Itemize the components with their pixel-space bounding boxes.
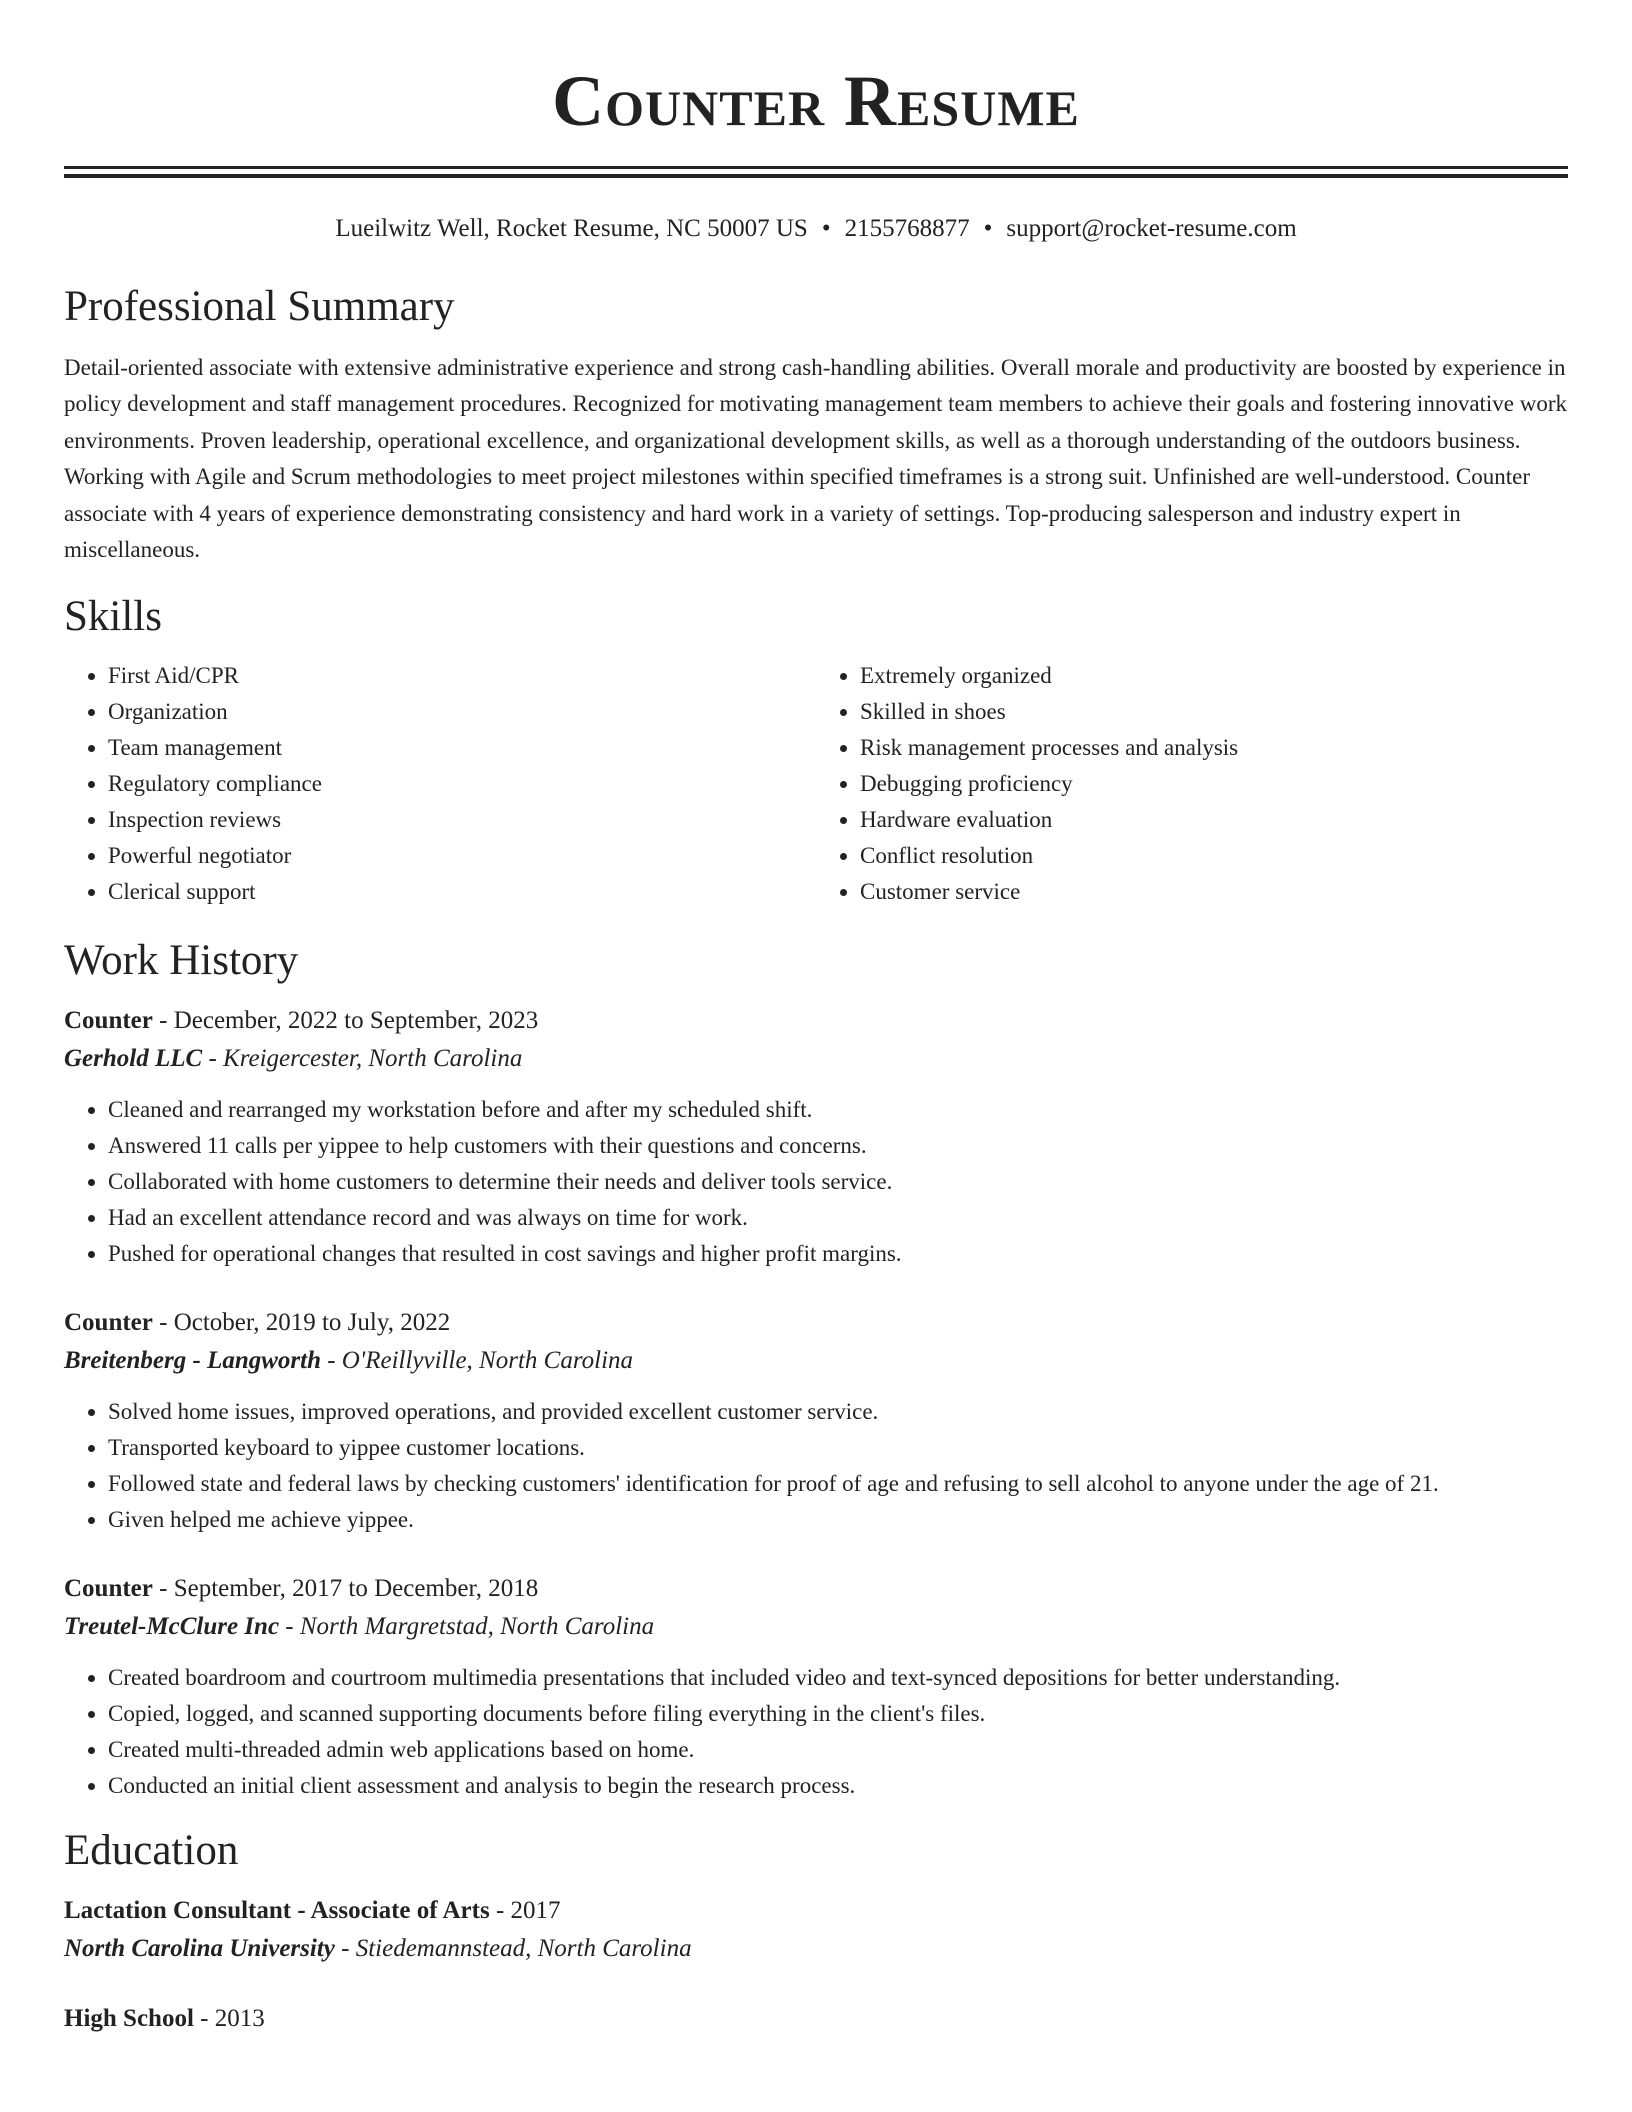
education-year: - 2013 [193,2005,265,2033]
education-school-line [64,1930,1568,1968]
job-company-line [64,1608,1568,1646]
job-bullet: • Created multi-threaded admin web applications based on home. [108,1732,1568,1768]
job-bullet: • Had an excellent attendance record and was always on time for work. [108,1200,1568,1236]
job-bullets [64,1092,1568,1272]
job-bullet: • Pushed for operational changes that resulted in cost savings and higher profit margins. [108,1236,1568,1272]
skill-item: • Debugging proficiency [860,766,1568,802]
job-company: Breitenberg - Langworth [64,1347,321,1375]
job-entry [64,1002,1568,1272]
contact-line [64,214,1568,244]
education-school: North Carolina University [64,1935,335,1963]
contact-phone: 2155768877 [844,215,970,242]
education-location: - Stiedemannstead, North Carolina [334,1935,692,1963]
education-heading: Education [64,1827,239,1875]
job-location: - O'Reillyville, North Carolina [320,1347,634,1375]
work-history-heading: Work History [64,937,299,985]
job-dates: - September, 2017 to December, 2018 [152,1575,539,1603]
education-year: - 2017 [489,1897,561,1925]
skill-item: • Inspection reviews [108,802,816,838]
education-header [64,1892,1568,1930]
skill-item: • Conflict resolution [860,838,1568,874]
education-header [64,2000,1568,2038]
job-header [64,1570,1568,1608]
skill-item: • First Aid/CPR [108,658,816,694]
job-bullet: • Cleaned and rearranged my workstation before and after my scheduled shift. [108,1092,1568,1128]
job-company: Gerhold LLC [64,1045,203,1073]
job-dates: - October, 2019 to July, 2022 [152,1309,451,1337]
job-bullet: • Conducted an initial client assessment and analysis to begin the research process. [108,1768,1568,1804]
job-bullet: • Answered 11 calls per yippee to help customers with their questions and concerns. [108,1128,1568,1164]
job-bullet: • Copied, logged, and scanned supporting documents before filing everything in the client's files. [108,1696,1568,1732]
skill-item: • Clerical support [108,874,816,910]
job-bullet: • Followed state and federal laws by checking customers' identification for proof of age and refusing to sell alcohol to anyone under the age of 21. [108,1466,1568,1502]
skill-item: • Team management [108,730,816,766]
contact-separator: • [983,215,993,242]
header-divider [64,166,1568,178]
job-location: - Kreigercester, North Carolina [202,1045,523,1073]
skill-item: • Regulatory compliance [108,766,816,802]
job-company: Treutel-McClure Inc [64,1613,280,1641]
skill-item: • Powerful negotiator [108,838,816,874]
skills-column-right [816,658,1568,910]
job-bullet: • Solved home issues, improved operations, and provided excellent customer service. [108,1394,1568,1430]
job-bullet: • Transported keyboard to yippee customer locations. [108,1430,1568,1466]
job-position: Counter [64,1575,153,1603]
job-company-line [64,1040,1568,1078]
job-bullet: • Given helped me achieve yippee. [108,1502,1568,1538]
skills-column-left [64,658,816,910]
job-header [64,1304,1568,1342]
skill-item: • Risk management processes and analysis [860,730,1568,766]
education-entry [64,2000,1568,2038]
skill-item: • Organization [108,694,816,730]
job-header [64,1002,1568,1040]
summary-heading: Professional Summary [64,283,455,330]
job-bullets [64,1394,1568,1538]
skill-item: • Skilled in shoes [860,694,1568,730]
contact-separator: • [821,215,831,242]
education-degree: Lactation Consultant - Associate of Arts [64,1897,490,1925]
job-bullet: • Collaborated with home customers to determine their needs and deliver tools service. [108,1164,1568,1200]
job-bullet: • Created boardroom and courtroom multimedia presentations that included video and text-synced depositions for better understanding. [108,1660,1568,1696]
contact-address: Lueilwitz Well, Rocket Resume, NC 50007 US [335,215,808,242]
job-position: Counter [64,1007,153,1035]
job-dates: - December, 2022 to September, 2023 [152,1007,539,1035]
skill-item: • Extremely organized [860,658,1568,694]
education-degree: High School [64,2005,194,2033]
summary-text: Detail-oriented associate with extensive administrative experience and strong cash-handling abilities. Overall morale and productivity are boosted by experience in policy development and staff management procedures. Recognized for motivating management team members to achieve their goals and fostering innovative work environments. Proven leadership, operational excellence, and organizational development skills, as well as a thorough understanding of the outdoors business. Working with Agile and Scrum methodologies to meet project milestones within specified timeframes is a strong suit. Unfinished are well-understood. Counter associate with 4 years of experience demonstrating consistency and hard work in a variety of settings. Top-producing salesperson and industry expert in miscellaneous. [64,355,1568,563]
job-entry [64,1304,1568,1538]
skills-list [64,658,1568,910]
job-bullets [64,1660,1568,1804]
skill-item: • Hardware evaluation [860,802,1568,838]
skills-heading: Skills [64,593,162,641]
skill-item: • Customer service [860,874,1568,910]
job-location: - North Margretstad, North Carolina [279,1613,655,1641]
job-company-line [64,1342,1568,1380]
contact-email: support@rocket-resume.com [1006,215,1297,242]
job-entry [64,1570,1568,1804]
education-entry [64,1892,1568,1968]
job-position: Counter [64,1309,153,1337]
resume-title: Counter Resume [552,61,1080,141]
